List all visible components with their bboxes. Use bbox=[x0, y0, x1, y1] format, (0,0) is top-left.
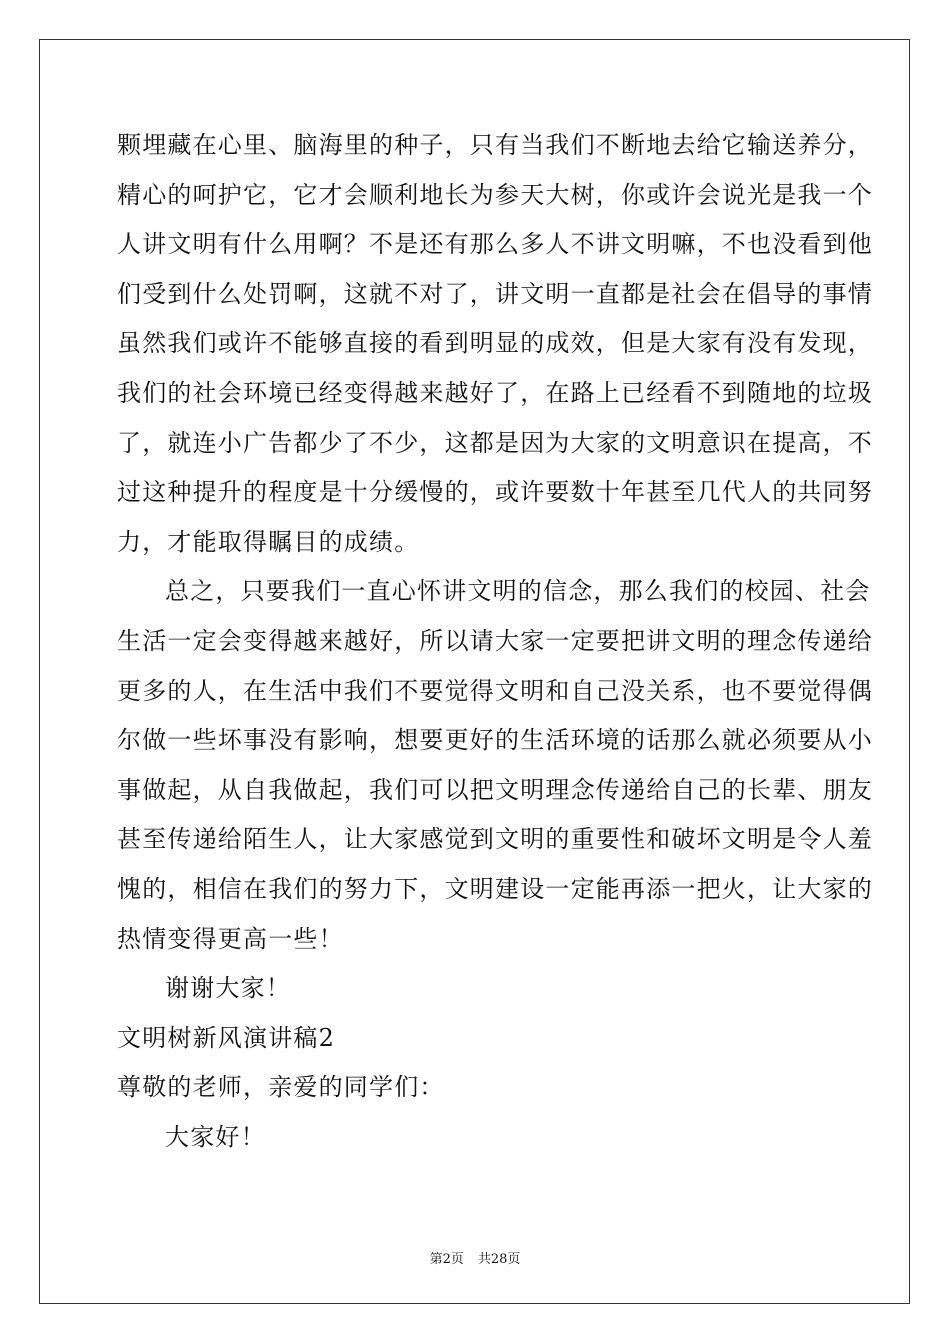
closing-thanks: 谢谢大家！ bbox=[165, 974, 291, 1003]
paragraph-line: 更多的人，在生活中我们不要觉得文明和自己没关系，也不要觉得偶 bbox=[117, 676, 873, 705]
paragraph-line: 事做起，从自我做起，我们可以把文明理念传递给自己的长辈、朋友 bbox=[117, 775, 873, 804]
paragraph-line: 尔做一些坏事没有影响，想要更好的生活环境的话那么就必须要从小 bbox=[117, 726, 873, 755]
paragraph-line: 热情变得更高一些！ bbox=[117, 924, 344, 953]
current-page-number: 第2页 bbox=[429, 1252, 464, 1267]
greeting: 大家好！ bbox=[165, 1122, 266, 1151]
paragraph-line: 人讲文明有什么用啊？不是还有那么多人不讲文明嘛，不也没看到他 bbox=[117, 230, 873, 259]
paragraph-line: 生活一定会变得越来越好，所以请大家一定要把讲文明的理念传递给 bbox=[117, 626, 873, 655]
paragraph-line: 虽然我们或许不能够直接的看到明显的成效，但是大家有没有发现， bbox=[117, 329, 873, 358]
paragraph-line: 过这种提升的程度是十分缓慢的，或许要数十年甚至几代人的共同努 bbox=[117, 478, 873, 507]
document-body bbox=[117, 121, 873, 1162]
paragraph-line: 颗埋藏在心里、脑海里的种子，只有当我们不断地去给它输送养分， bbox=[117, 131, 873, 159]
salutation: 尊敬的老师，亲爱的同学们： bbox=[117, 1073, 445, 1102]
page-footer bbox=[0, 1248, 950, 1267]
paragraph-line: 精心的呵护它，它才会顺利地长为参天大树，你或许会说光是我一个 bbox=[117, 180, 873, 209]
paragraph-line: 甚至传递给陌生人，让大家感觉到文明的重要性和破坏文明是令人羞 bbox=[117, 825, 873, 854]
paragraph-line: 了，就连小广告都少了不少，这都是因为大家的文明意识在提高，不 bbox=[117, 428, 873, 457]
section-title: 文明树新风演讲稿2 bbox=[117, 1023, 336, 1052]
total-pages: 共28页 bbox=[477, 1252, 521, 1267]
paragraph-line: 我们的社会环境已经变得越来越好了，在路上已经看不到随地的垃圾 bbox=[117, 378, 873, 407]
paragraph-line: 总之，只要我们一直心怀讲文明的信念，那么我们的校园、社会 bbox=[165, 577, 871, 606]
paragraph-line: 愧的，相信在我们的努力下，文明建设一定能再添一把火，让大家的 bbox=[117, 874, 873, 903]
paragraph-line: 们受到什么处罚啊，这就不对了，讲文明一直都是社会在倡导的事情 bbox=[117, 279, 873, 308]
paragraph-line: 力，才能取得瞩目的成绩。 bbox=[117, 527, 420, 556]
